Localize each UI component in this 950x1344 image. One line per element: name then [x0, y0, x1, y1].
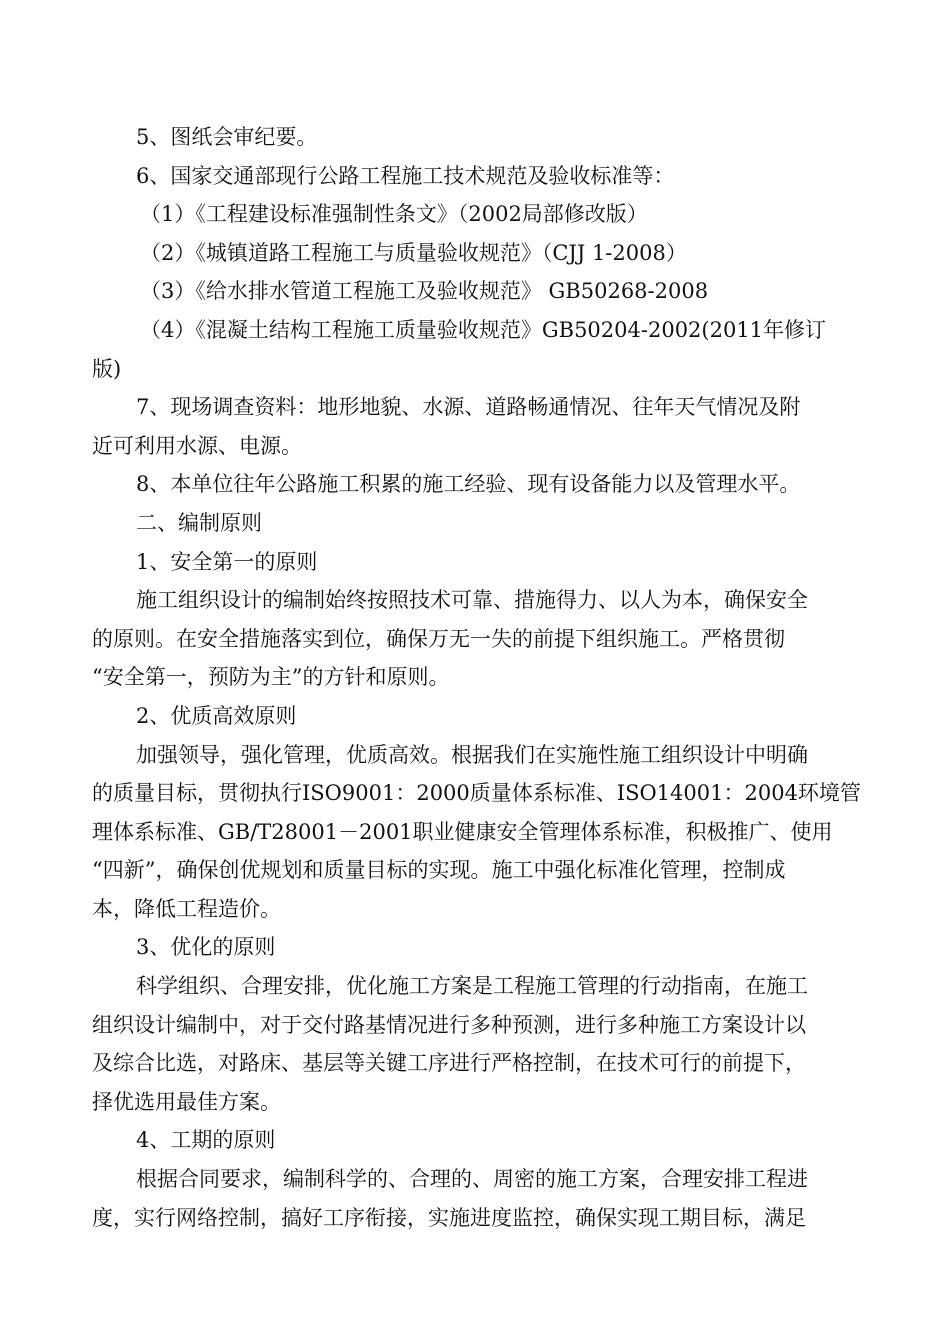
list-item-7-continued: 近可利用水源、电源。 [92, 433, 302, 458]
paragraph-schedule-line-2: 度，实行网络控制，搞好工序衔接，实施进度监控，确保实现工期目标，满足 [92, 1205, 806, 1230]
subheading-safety: 1、安全第一的原则 [136, 549, 318, 574]
subheading-schedule: 4、工期的原则 [136, 1128, 276, 1153]
paragraph-quality-line-3: 理体系标准、GB/T28001－2001职业健康安全管理体系标准，积极推广、使用 [92, 819, 833, 844]
subheading-quality: 2、优质高效原则 [136, 703, 297, 728]
paragraph-optimization-line-1: 科学组织、合理安排，优化施工方案是工程施工管理的行动指南，在施工 [136, 974, 808, 999]
paragraph-optimization-line-3: 及综合比选，对路床、基层等关键工序进行严格控制，在技术可行的前提下， [92, 1051, 806, 1076]
list-item-8: 8、本单位往年公路施工积累的施工经验、现有设备能力以及管理水平。 [136, 472, 801, 497]
list-item-5: 5、图纸会审纪要。 [136, 125, 318, 149]
standard-item-1: （1）《工程建设标准强制性条文》（2002局部修改版） [140, 202, 648, 227]
paragraph-safety-line-1: 施工组织设计的编制始终按照技术可靠、措施得力、以人为本，确保安全 [136, 588, 808, 613]
list-item-6: 6、国家交通部现行公路工程施工技术规范及验收标准等： [136, 163, 675, 188]
standard-item-4: （4）《混凝土结构工程施工质量验收规范》GB50204-2002(2011年修订 [140, 317, 827, 342]
paragraph-optimization-line-2: 组织设计编制中，对于交付路基情况进行多种预测，进行多种施工方案设计以 [92, 1012, 806, 1037]
paragraph-safety-line-2: 的原则。在安全措施落实到位，确保万无一失的前提下组织施工。严格贯彻 [92, 626, 785, 651]
subheading-optimization: 3、优化的原则 [136, 935, 276, 960]
paragraph-quality-line-4: “四新”，确保创优规划和质量目标的实现。施工中强化标准化管理，控制成 [92, 858, 786, 883]
standard-item-3: （3）《给水排水管道工程施工及验收规范》 GB50268-2008 [140, 279, 709, 304]
document-page [92, 118, 860, 1237]
standard-item-4-continued: 版) [92, 356, 122, 381]
paragraph-schedule-line-1: 根据合同要求，编制科学的、合理的、周密的施工方案，合理安排工程进 [136, 1167, 808, 1192]
paragraph-quality-line-1: 加强领导，强化管理，优质高效。根据我们在实施性施工组织设计中明确 [136, 742, 808, 767]
paragraph-quality-line-5: 本，降低工程造价。 [92, 896, 281, 921]
section-heading-principles: 二、编制原则 [136, 510, 262, 535]
standard-item-2: （2）《城镇道路工程施工与质量验收规范》（CJJ 1-2008） [140, 240, 687, 265]
list-item-7: 7、现场调查资料：地形地貌、水源、道路畅通情况、往年天气情况及附 [136, 395, 801, 420]
paragraph-quality-line-2: 的质量目标，贯彻执行ISO9001：2000质量体系标准、ISO14001：2004环境管 [92, 781, 861, 806]
paragraph-safety-line-3: “安全第一，预防为主”的方针和原则。 [92, 665, 450, 690]
paragraph-optimization-line-4: 择优选用最佳方案。 [92, 1089, 281, 1114]
